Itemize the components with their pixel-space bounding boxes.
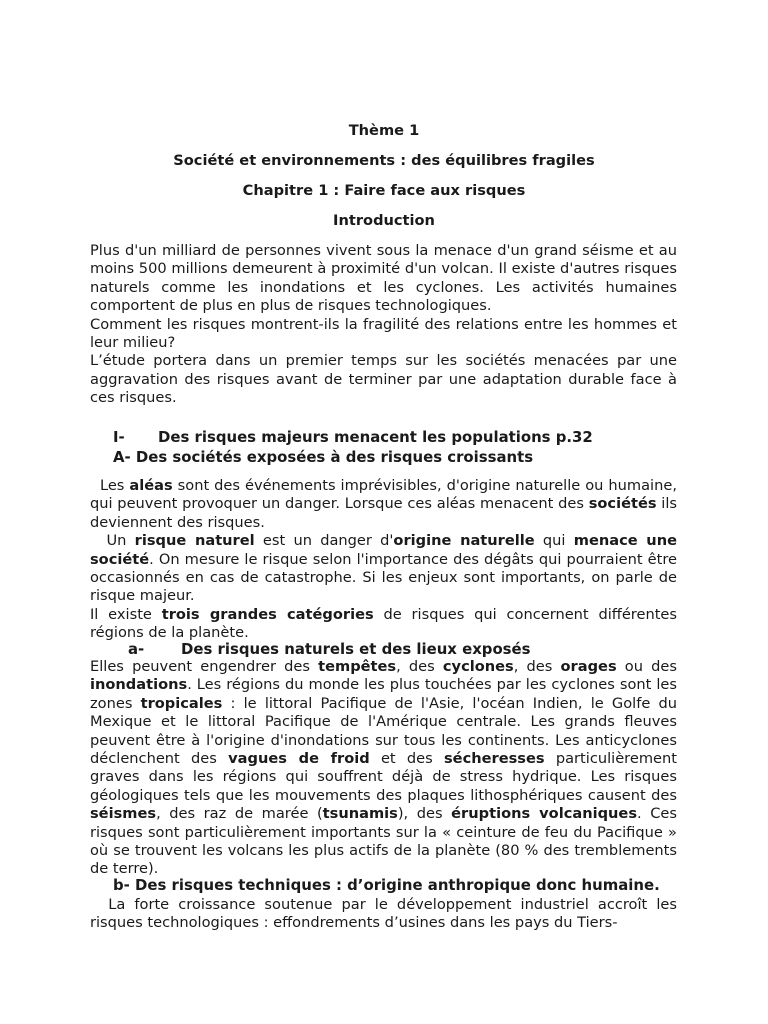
section-a-heading: A- Des sociétés exposées à des risques croissants — [113, 448, 534, 466]
intro-text-1: Plus d'un milliard de personnes vivent sous la menace d'un grand séisme et au moins 500 millions demeurent à proximité d'un volcan. Il existe d'autres risques naturels comme les inondations et les cyclones. Les activités humaines comportent de plus en plus de risques technologiques. — [90, 242, 677, 315]
term-menace-societe: menace une société — [90, 532, 677, 568]
term-risque-naturel: risque naturel — [134, 532, 255, 550]
technological-risks-paragraph — [90, 896, 677, 933]
chapter-title: Chapitre 1 : Faire face aux risques — [242, 182, 526, 199]
risque-naturel-definition: Un risque naturel est un danger d'origine naturelle qui menace une société. On mesure le risque selon l'importance des dégâts qui pourraient être occasionnés en cas de catastrophe. Si les enjeux sont importants, on parle de risque majeur. — [90, 532, 677, 605]
theme-heading: Thème 1 — [348, 122, 420, 139]
aleas-definition: Les aléas sont des événements imprévisibles, d'origine naturelle ou humaine, qui peuvent provoquer un danger. Lorsque ces aléas menacent des sociétés ils deviennent des risques. — [90, 477, 677, 531]
section-1-heading — [113, 428, 593, 446]
theme-subtitle: Société et environnements : des équilibres fragiles — [173, 152, 595, 169]
aleas-paragraph — [90, 477, 677, 643]
subsection-a-title: Des risques naturels et des lieux exposés — [181, 640, 531, 658]
introduction-title: Introduction — [333, 212, 435, 229]
subsection-a-heading — [128, 640, 531, 658]
term-societes: sociétés — [588, 495, 657, 513]
categories-sentence: Il existe trois grandes catégories de risques qui concernent différentes régions de la planète. — [90, 605, 678, 642]
natural-risks-paragraph: Elles peuvent engendrer des tempêtes, des cyclones, des orages ou des inondations. Les régions du monde les plus touchées par les cyclones sont les zones tropicales : le littoral Pacifique de l'Asie, l'océan Indien, le Golfe du Mexique et le littoral Pacifique de l'Amérique centrale. Les grands fleuves peuvent être à l'origine d'inondations sur tous les continents. Les anticyclones déclenchent des vagues de froid et des sécheresses particulièrement graves dans les régions qui souffrent déjà de stress hydrique. Les risques géologiques tels que les mouvements des plaques lithosphériques causent des séismes, des raz de marée (tsunamis), des éruptions volcaniques. Ces risques sont particulièrement importants sur la « ceinture de feu du Pacifique » où se trouvent les volcans les plus actifs de la planète (80 % des tremblements de terre). — [90, 658, 678, 878]
technological-risks-text: La forte croissance soutenue par le développement industriel accroît les risques technologiques : effondrements d’usines dans les pays du Tiers- — [90, 896, 677, 932]
subsection-a-number: a- — [128, 640, 145, 658]
intro-plan: L’étude portera dans un premier temps sur les sociétés menacées par une aggravation des risques avant de terminer par une adaptation durable face à ces risques. — [90, 352, 677, 407]
section-1-title: Des risques majeurs menacent les populations p.32 — [158, 428, 593, 446]
section-1-number: I- — [113, 428, 125, 446]
subsection-b-heading: b- Des risques techniques : d’origine anthropique donc humaine. — [113, 876, 660, 894]
term-aleas: aléas — [129, 477, 173, 494]
term-origine-naturelle: origine naturelle — [393, 532, 535, 550]
intro-question: Comment les risques montrent-ils la fragilité des relations entre les hommes et leur milieu? — [90, 315, 677, 352]
term-trois-categories: trois grandes catégories — [161, 605, 374, 623]
intro-paragraph — [90, 242, 677, 408]
